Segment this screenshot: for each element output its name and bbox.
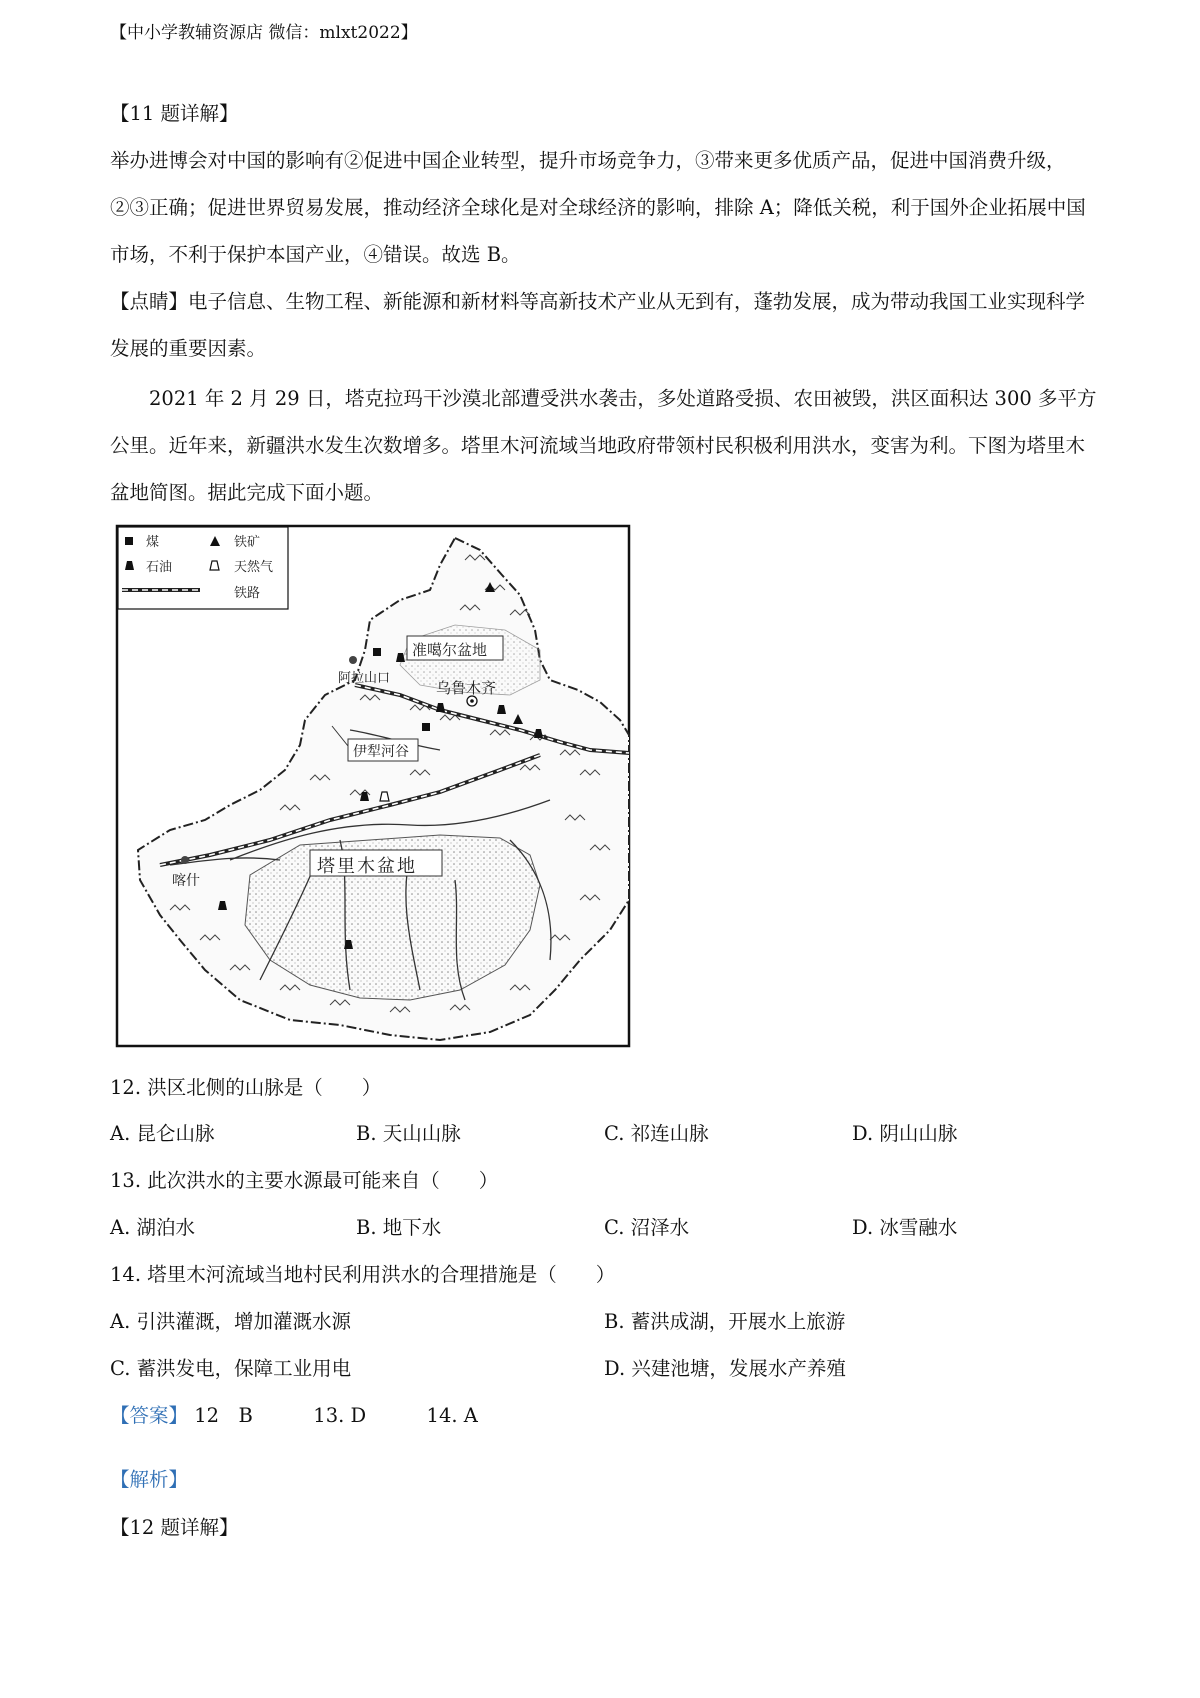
option-a[interactable]: A. 湖泊水 (110, 1216, 195, 1239)
ili-label: 伊犁河谷 (353, 744, 409, 760)
q11-body: 举办进博会对中国的影响有②促进中国企业转型，提升市场竞争力，③带来更多优质产品，促进中国消费升级，②③正确；促进世界贸易发展，推动经济全球化是对全球经济的影响，排除 A；降低关税，利于国外企业拓展中国市场，不利于保护本国产业，④错误。故选 B。 (110, 149, 1086, 266)
legend-iron-label: 铁矿 (234, 535, 261, 550)
alashankou-label: 阿拉山口 (338, 671, 391, 686)
question-13-stem: 13. 此次洪水的主要水源最可能来自（ ） (110, 1169, 499, 1192)
q11-tip: 【点睛】电子信息、生物工程、新能源和新材料等高新技术产业从无到有，蓬勃发展，成为带动我国工业实现科学发展的重要因素。 (110, 290, 1086, 360)
analysis-label: 【解析】 (110, 1468, 189, 1491)
watermark: 【中小学教辅资源店 微信：mlxt2022】 (110, 23, 418, 43)
option-d[interactable]: D. 冰雪融水 (852, 1216, 958, 1239)
question-12-stem: 12. 洪区北侧的山脉是（ ） (110, 1076, 382, 1099)
question-14-stem: 14. 塔里木河流域当地村民利用洪水的合理措施是（ ） (110, 1263, 616, 1286)
option-b[interactable]: B. 地下水 (356, 1216, 442, 1239)
option-d[interactable]: D. 阴山山脉 (852, 1122, 958, 1145)
passage-section (110, 375, 1100, 516)
option-b[interactable]: B. 蓄洪成湖，开展水上旅游 (604, 1310, 846, 1333)
legend-coal-label: 煤 (146, 535, 160, 550)
option-c[interactable]: C. 沼泽水 (604, 1216, 690, 1239)
option-d[interactable]: D. 兴建池塘，发展水产养殖 (604, 1357, 846, 1380)
q12-heading: 【12 题详解】 (110, 1516, 239, 1539)
kashgar-label: 喀什 (172, 873, 200, 889)
tarim-label: 塔里木盆地 (317, 856, 417, 877)
legend-oil-label: 石油 (146, 560, 173, 575)
map-text-layer (110, 520, 635, 1056)
option-b[interactable]: B. 天山山脉 (356, 1122, 461, 1145)
junggar-label: 准噶尔盆地 (412, 641, 488, 659)
answer-label: 【答案】 (110, 1404, 189, 1427)
option-a[interactable]: A. 引洪灌溉，增加灌溉水源 (110, 1310, 351, 1333)
answer-14: 14. A (426, 1404, 478, 1427)
legend-gas-label: 天然气 (234, 560, 274, 575)
answer-12: 12 B (194, 1404, 253, 1427)
option-c[interactable]: C. 蓄洪发电，保障工业用电 (110, 1357, 352, 1380)
legend-railway-label: 铁路 (234, 586, 261, 601)
q11-heading: 【11 题详解】 (110, 102, 239, 125)
option-c[interactable]: C. 祁连山脉 (604, 1122, 709, 1145)
urumqi-label: 乌鲁木齐 (436, 679, 497, 697)
answer-line (110, 1400, 478, 1428)
answer-13: 13. D (313, 1404, 367, 1427)
q11-section (110, 90, 1100, 372)
passage-text: 2021 年 2 月 29 日，塔克拉玛干沙漠北部遭受洪水袭击，多处道路受损、农田被毁，洪区面积达 300 多平方公里。近年来，新疆洪水发生次数增多。塔里木河流域当地政府带领村民积极利用洪水，变害为利。下图为塔里木盆地简图。据此完成下面小题。 (110, 387, 1097, 504)
option-a[interactable]: A. 昆仑山脉 (110, 1122, 215, 1145)
